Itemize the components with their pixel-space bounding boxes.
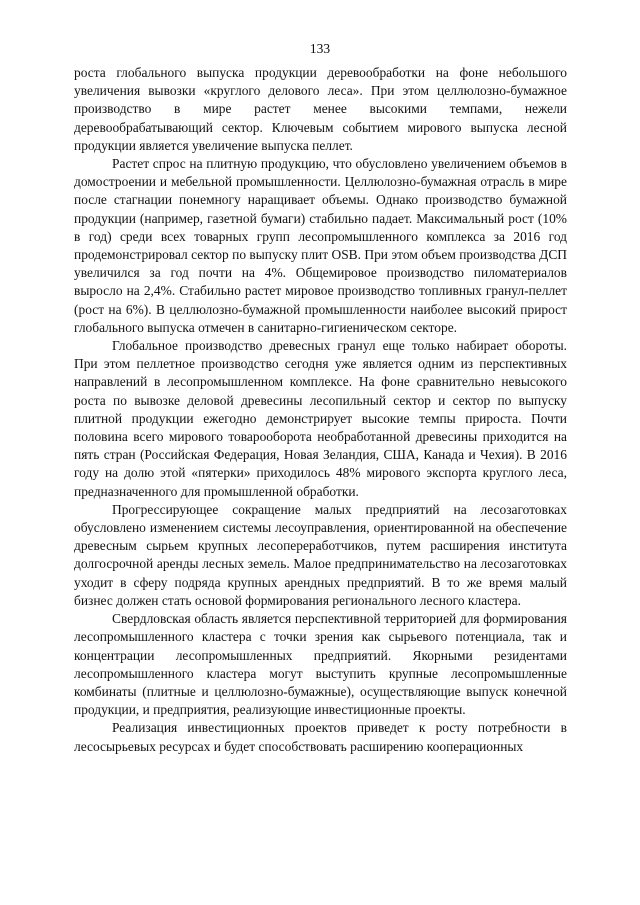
paragraph-sverdlovsk-region: Свердловская область является перспективной территорией для формирования лесопромышленного кластера с точки зрения как сырьевого потенциала, так и концентрации лесопромышленных предприятий. Якорными резидентами лесопромышленного кластера могут выступить крупные лесопромышленные комбинаты (плитные и целлюлозно-бумажные), осуществляющие выпуск конечной продукции, и предприятия, реализующие инвестиционные проекты. [74, 611, 567, 718]
paragraph-continuation: роста глобального выпуска продукции деревообработки на фоне небольшого увеличения вывозки «круглого делового леса». При этом целлюлозно-бумажное производство в мире растет менее высокими темпами, нежели деревообрабатывающий сектор. Ключевым событием мирового выпуска лесной продукции является увеличение выпуска пеллет. [74, 65, 567, 153]
paragraph-small-enterprises: Прогрессирующее сокращение малых предприятий на лесозаготовках обусловлено изменением системы лесоуправления, ориентированной на обеспечение древесным сырьем крупных лесопереработчиков, путем расширения института долгосрочной аренды лесных земель. Малое предпринимательство на лесозаготовках уходит в сферу подряда крупных арендных предприятий. В то же время малый бизнес должен стать основой формирования регионального лесного кластера. [74, 501, 567, 608]
body-text [74, 64, 567, 756]
page-number: 133 [309, 41, 331, 56]
paragraph-panel-products: Растет спрос на плитную продукцию, что обусловлено увеличением объемов в домостроении и мебельной промышленности. Целлюлозно-бумажная отрасль в мире после стагнации понемногу наращивает объемы. Однако производство бумажной продукции (например, газетной бумаги) стабильно падает. Максимальный рост (10% в год) среди всех товарных групп лесопромышленного комплекса за 2016 год продемонстрировал сектор по выпуску плит OSB. При этом объем производства ДСП увеличился за год почти на 4%. Общемировое производство пиломатериалов выросло на 2,4%. Стабильно растет мировое производство топливных гранул-пеллет (рост на 6%). В целлюлозно-бумажной промышленности наиболее высокий прирост глобального выпуска отмечен в санитарно-гигиеническом секторе. [74, 156, 567, 335]
paragraph-wood-pellets: Глобальное производство древесных гранул еще только набирает обороты. При этом пеллетное производство сегодня уже является одним из перспективных направлений в лесопромышленном комплексе. На фоне сравнительно невысокого роста по вывозке деловой древесины лесопильный сектор и сектор по выпуску плитной продукции ежегодно демонстрирует высокие темпы прироста. Почти половина всего мирового товарооборота необработанной древесины приходится на пять стран (Российская Федерация, Новая Зеландия, США, Канада и Чехия). В 2016 году на долю этой «пятерки» приходилось 48% мирового экспорта круглого леса, предназначенного для промышленной обработки. [74, 338, 567, 499]
paragraph-investment-projects: Реализация инвестиционных проектов приведет к росту потребности в лесосырьевых ресурсах и будет способствовать расширению кооперационных [74, 720, 567, 754]
